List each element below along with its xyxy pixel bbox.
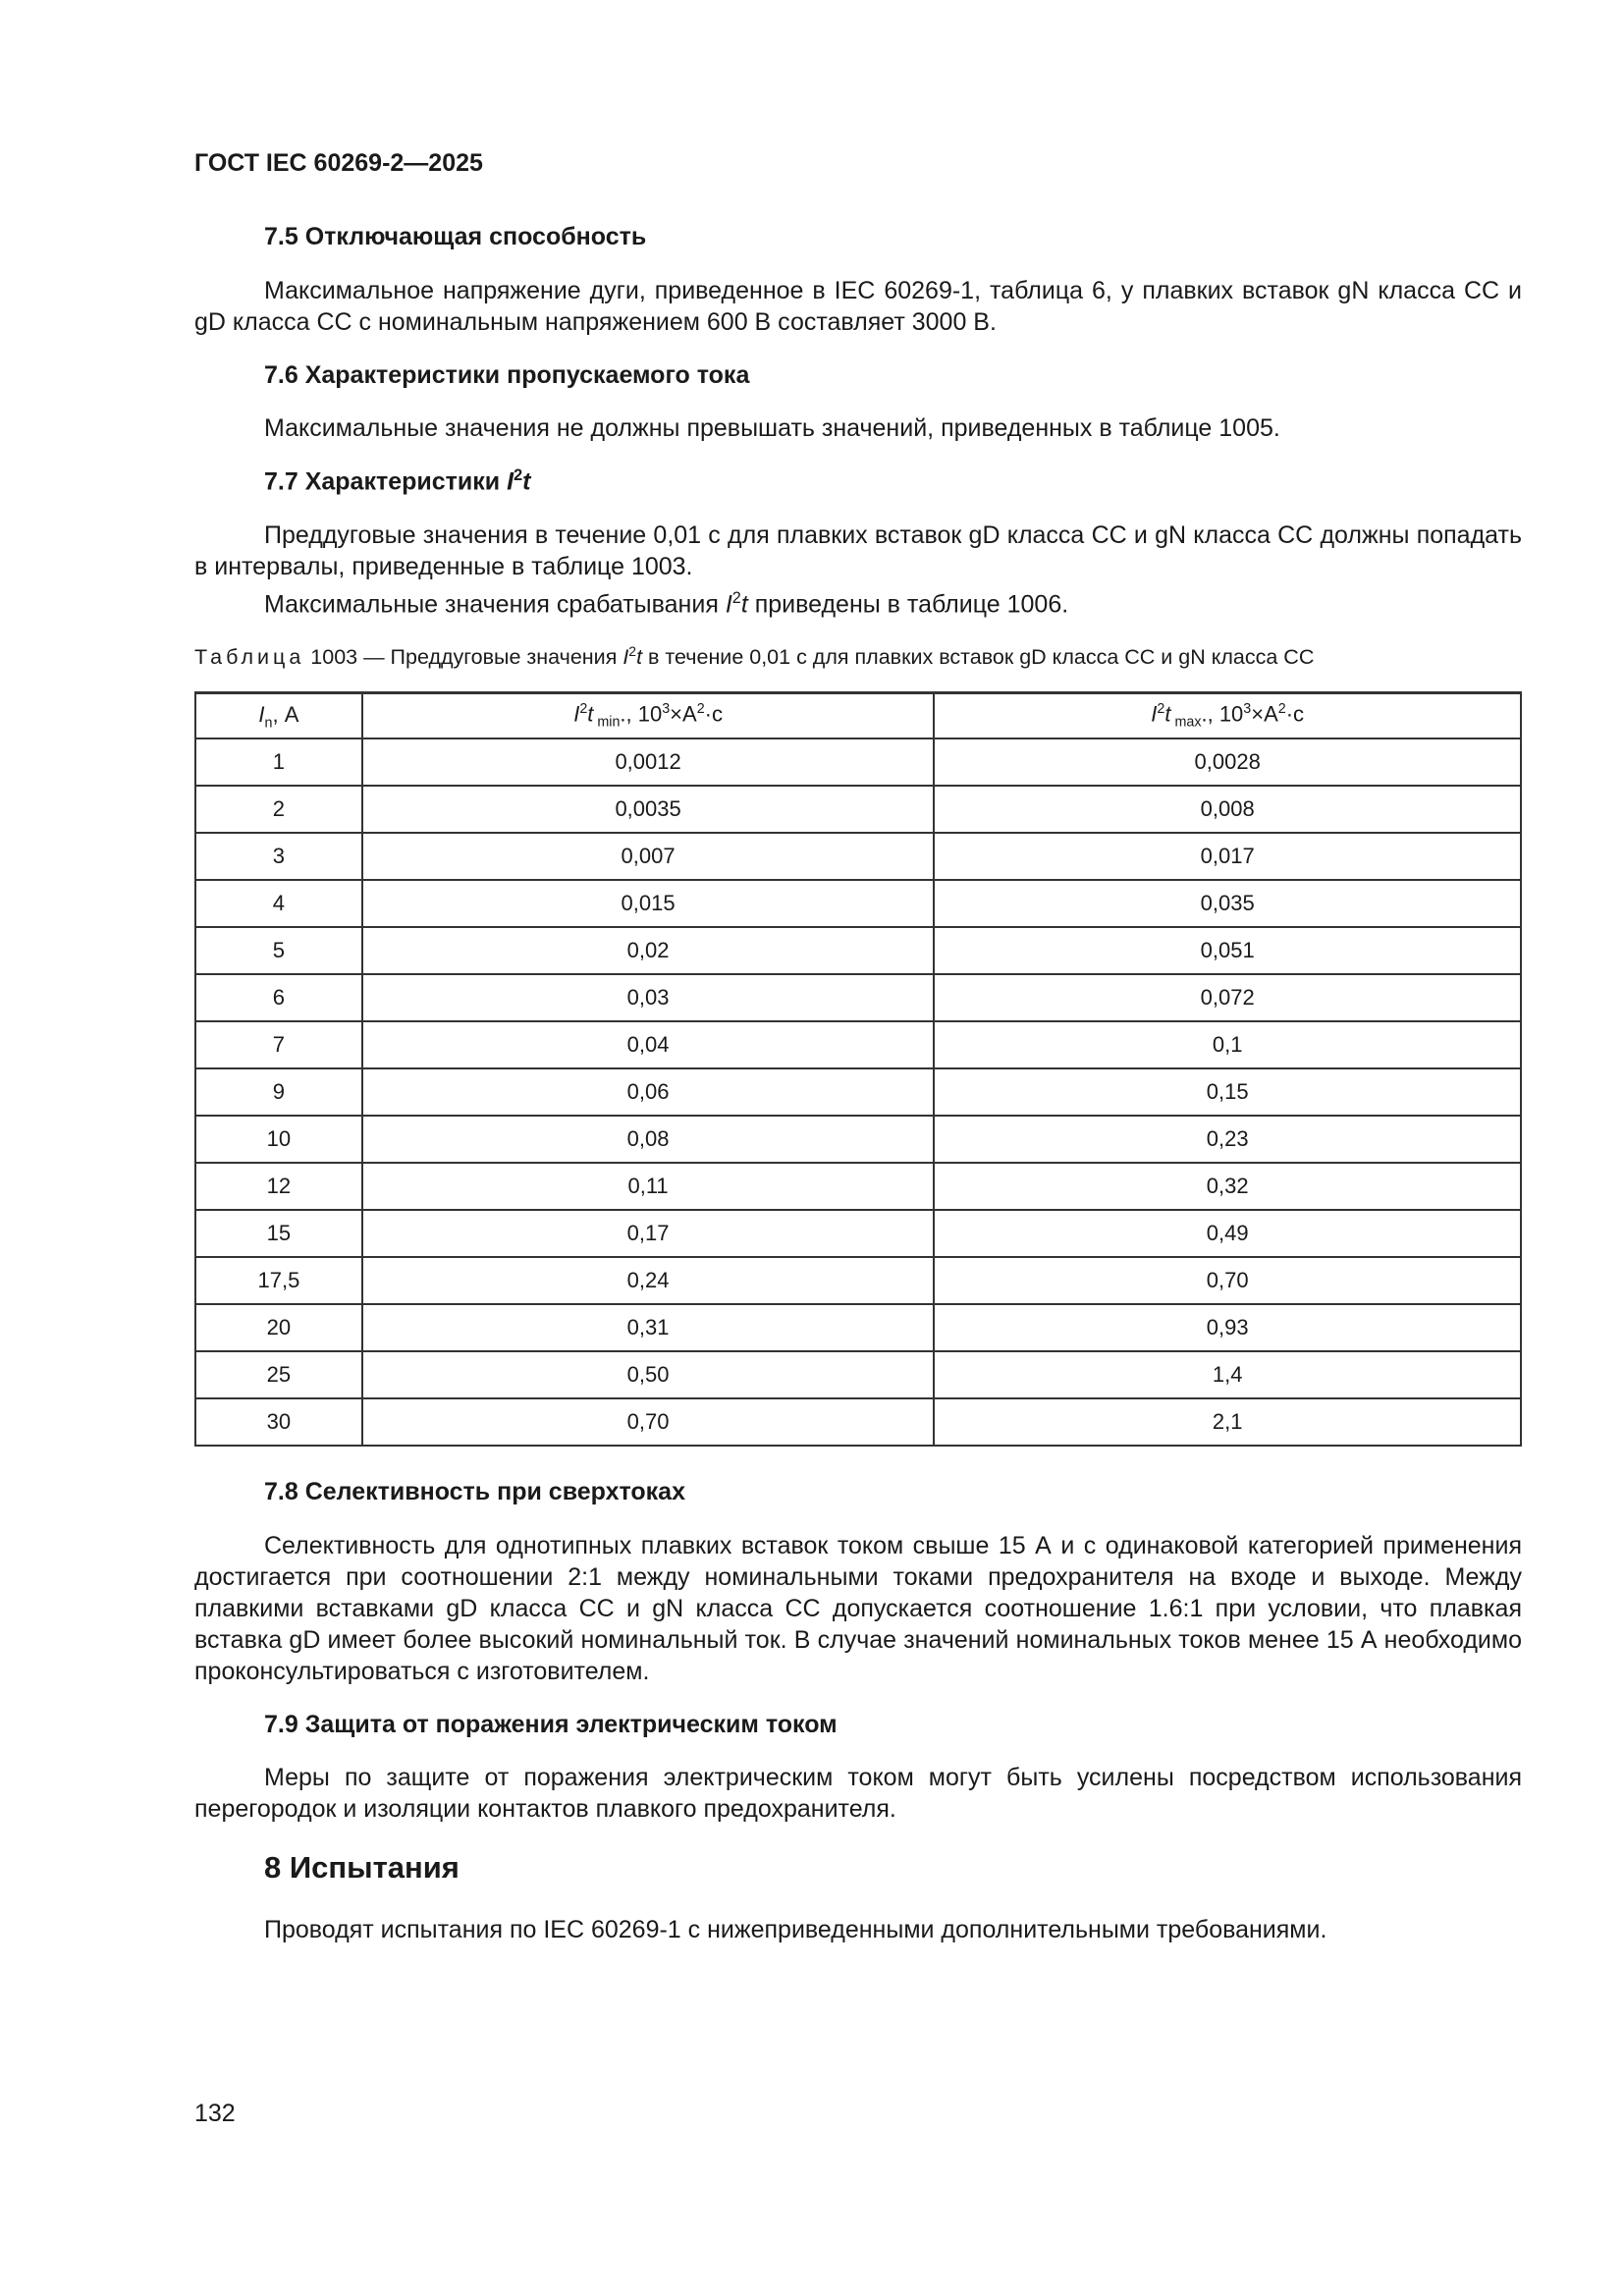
document-code: ГОСТ IEC 60269-2—2025	[194, 149, 483, 177]
table-cell: 0,051	[934, 927, 1521, 974]
table-cell: 0,93	[934, 1304, 1521, 1351]
column-header-i2t-max: $I^2t$ $_{max}$., $10^3\times А^2\cdot с$	[934, 693, 1521, 739]
table-cell: 0,03	[362, 974, 935, 1021]
table-cell: 0,31	[362, 1304, 935, 1351]
table-cell: 6	[195, 974, 362, 1021]
section-7-7-text-2: Максимальные значения срабатывания $I^2t$ приведены в таблице 1006.	[264, 588, 1069, 619]
page-content	[194, 221, 1522, 1967]
table-cell: 0,06	[362, 1068, 935, 1116]
table-cell: 0,50	[362, 1351, 935, 1398]
table-cell: 0,072	[934, 974, 1521, 1021]
section-7-5-text: Максимальное напряжение дуги, приведенное в IEC 60269-1, таблица 6, у плавких вставок gN класса СС и gD класса СС с номинальным напряжением 600 В составляет 3000 В.	[194, 276, 1522, 336]
section-7-7-title: 7.7 Характеристики $I^2t$	[264, 466, 531, 496]
table-row	[195, 1163, 1521, 1210]
table-cell: 2	[195, 786, 362, 833]
section-7-6-text: Максимальные значения не должны превышать значений, приведенных в таблице 1005.	[264, 414, 1280, 442]
table-row	[195, 1351, 1521, 1398]
table-cell: 0,02	[362, 927, 935, 974]
section-8-text: Проводят испытания по IEC 60269-1 с нижеприведенными дополнительными требованиями.	[264, 1915, 1327, 1943]
table-cell: 20	[195, 1304, 362, 1351]
table-header-row	[195, 693, 1521, 739]
table-row	[195, 1021, 1521, 1068]
table-cell: 10	[195, 1116, 362, 1163]
prearcing-values-table	[194, 691, 1522, 1447]
table-row	[195, 1304, 1521, 1351]
table-cell: 0,32	[934, 1163, 1521, 1210]
table-cell: 0,0035	[362, 786, 935, 833]
table-body	[195, 738, 1521, 1446]
table-cell: 0,49	[934, 1210, 1521, 1257]
section-7-8-title: 7.8 Селективность при сверхтоках	[264, 1478, 685, 1506]
table-cell: 0,04	[362, 1021, 935, 1068]
table-cell: 30	[195, 1398, 362, 1446]
table-cell: 0,035	[934, 880, 1521, 927]
table-cell: 0,008	[934, 786, 1521, 833]
table-cell: 0,017	[934, 833, 1521, 880]
table-cell: 0,70	[362, 1398, 935, 1446]
page-number: 132	[194, 2100, 236, 2127]
table-row	[195, 974, 1521, 1021]
column-header-rated-current: $I_n$, А	[195, 693, 362, 739]
table-row	[195, 1116, 1521, 1163]
table-cell: 0,15	[934, 1068, 1521, 1116]
table-cell: 0,23	[934, 1116, 1521, 1163]
table-cell: 0,17	[362, 1210, 935, 1257]
table-row	[195, 1210, 1521, 1257]
table-cell: 0,11	[362, 1163, 935, 1210]
section-7-8-text: Селективность для однотипных плавких вставок током свыше 15 А и с одинаковой категорией применения достигается при соотношении 2:1 между номинальными токами предохранителя на входе и выходе. Между плавкими вставками gD класса СС и gN класса СС допускается соотношение 1.6:1 при условии, что плавкая вставка gD имеет более высокий номинальный ток. В случае значений номинальных токов менее 15 А необходимо проконсультироваться с изготовителем.	[194, 1531, 1522, 1685]
table-caption: Таблица 1003 — Преддуговые значения $I^2t$ в течение 0,01 с для плавких вставок gD класса СС и gN класса СС	[194, 643, 1315, 670]
table-cell: 7	[195, 1021, 362, 1068]
table-cell: 0,007	[362, 833, 935, 880]
table-cell: 0,1	[934, 1021, 1521, 1068]
table-cell: 4	[195, 880, 362, 927]
table-cell: 0,24	[362, 1257, 935, 1304]
section-7-9-title: 7.9 Защита от поражения электрическим током	[264, 1710, 838, 1738]
table-cell: 2,1	[934, 1398, 1521, 1446]
table-row	[195, 880, 1521, 927]
section-7-5-title: 7.5 Отключающая способность	[264, 223, 647, 250]
section-8-title: 8 Испытания	[264, 1850, 460, 1886]
table-cell: 9	[195, 1068, 362, 1116]
table-cell: 0,0028	[934, 738, 1521, 786]
table-cell: 1	[195, 738, 362, 786]
table-cell: 0,0012	[362, 738, 935, 786]
table-cell: 5	[195, 927, 362, 974]
table-cell: 0,08	[362, 1116, 935, 1163]
table-row	[195, 738, 1521, 786]
table-row	[195, 786, 1521, 833]
column-header-i2t-min: $I^2t$ $_{min}$., $10^3\times А^2\cdot с$	[362, 693, 935, 739]
table-row	[195, 927, 1521, 974]
table-cell: 12	[195, 1163, 362, 1210]
section-7-9-text: Меры по защите от поражения электрическим током могут быть усилены посредством использования перегородок и изоляции контактов плавкого предохранителя.	[194, 1764, 1522, 1824]
table-cell: 15	[195, 1210, 362, 1257]
table-row	[195, 833, 1521, 880]
section-7-7-text-1: Преддуговые значения в течение 0,01 с для плавких вставок gD класса СС и gN класса СС должны попадать в интервалы, приведенные в таблице 1003.	[194, 520, 1522, 580]
table-cell: 3	[195, 833, 362, 880]
table-row	[195, 1398, 1521, 1446]
table-cell: 1,4	[934, 1351, 1521, 1398]
table-cell: 17,5	[195, 1257, 362, 1304]
section-7-6-title: 7.6 Характеристики пропускаемого тока	[264, 360, 750, 389]
table-cell: 25	[195, 1351, 362, 1398]
table-row	[195, 1068, 1521, 1116]
table-row	[195, 1257, 1521, 1304]
table-cell: 0,015	[362, 880, 935, 927]
table-cell: 0,70	[934, 1257, 1521, 1304]
